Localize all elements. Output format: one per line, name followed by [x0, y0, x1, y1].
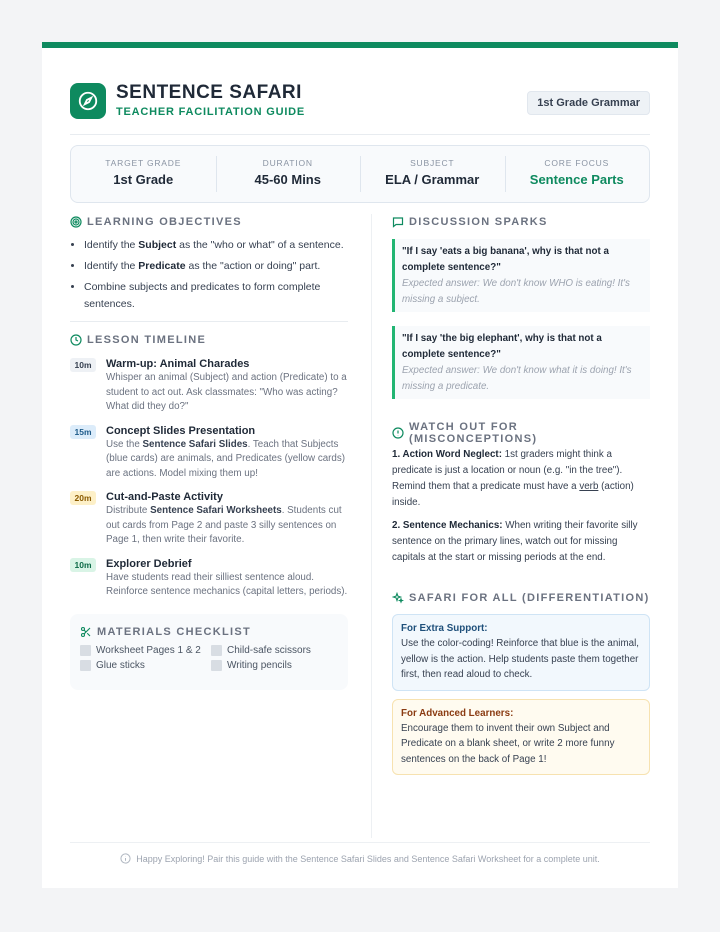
- timeline-heading: [70, 332, 348, 348]
- section-title: LESSON TIMELINE: [87, 334, 207, 346]
- right-column: [392, 214, 650, 775]
- time-badge: 10m: [70, 358, 96, 372]
- checklist-item[interactable]: Child-safe scissors: [211, 645, 342, 656]
- discussion-heading: [392, 214, 650, 230]
- timeline-item: [70, 357, 348, 415]
- checkbox[interactable]: [211, 660, 222, 671]
- timeline-desc: Use the Sentence Safari Slides. Teach that Subjects (blue cards) are animals, and Predicates (yellow cards) are actions. Model mixing them up!: [106, 438, 346, 479]
- list-item: • Identify the Subject as the "who or what" of a sentence.: [84, 237, 348, 254]
- sparkle-icon: [392, 592, 404, 604]
- misconception-item: 1. Action Word Neglect: 1st graders might think a predicate is just a location or noun (e.g. "in the tree"). Remind them that a predicate must have a verb (action) inside.: [392, 449, 634, 508]
- materials-heading: [80, 624, 338, 640]
- header-divider: [70, 134, 650, 135]
- stat-value: ELA / Grammar: [385, 172, 480, 187]
- advanced-body: Encourage them to invent their own Subject and Predicate on a blank sheet, or write 2 more funny sentences on the back of Page 1!: [401, 722, 615, 765]
- timeline-title: Explorer Debrief: [106, 557, 192, 570]
- chat-icon: [392, 216, 404, 228]
- footer-text: Happy Exploring! Pair this guide with the Sentence Safari Slides and Sentence Safari Worksheet for a complete unit.: [136, 853, 600, 864]
- spark-question: "If I say 'the big elephant', why is that not a complete sentence?": [402, 333, 602, 360]
- discussion-card: [392, 239, 650, 312]
- checkbox[interactable]: [80, 660, 91, 671]
- stats-bar: [70, 145, 650, 203]
- misconception-item: 2. Sentence Mechanics: When writing their favorite silly sentence on the primary lines, watch out for missing capitals at the start or missing periods at the end.: [392, 520, 638, 563]
- timeline-item: [70, 557, 348, 600]
- timeline-title: Cut-and-Paste Activity: [106, 491, 223, 503]
- materials-checklist: [70, 614, 348, 690]
- spark-question: "If I say 'eats a big banana', why is that not a complete sentence?": [402, 246, 609, 273]
- spark-answer: Expected answer: We don't know what it is doing! It's missing a predicate.: [402, 365, 632, 392]
- stat-value: Sentence Parts: [529, 172, 624, 187]
- page-subtitle: TEACHER FACILITATION GUIDE: [116, 106, 306, 118]
- stat-core-focus: [505, 146, 650, 202]
- extra-support-card: [392, 614, 650, 691]
- stat-label: TARGET GRADE: [105, 158, 182, 168]
- guide-page: [42, 42, 678, 888]
- checklist-item[interactable]: Glue sticks: [80, 660, 211, 671]
- spark-answer: Expected answer: We don't know WHO is eating! It's missing a subject.: [402, 278, 630, 305]
- stat-label: SUBJECT: [410, 158, 455, 168]
- materials-grid: [80, 645, 338, 671]
- stat-target-grade: [71, 146, 216, 202]
- time-badge: 20m: [70, 491, 96, 505]
- support-title: For Extra Support:: [401, 623, 488, 634]
- timeline-item: [70, 490, 348, 548]
- stat-subject: [360, 146, 505, 202]
- checklist-item[interactable]: Writing pencils: [211, 660, 342, 671]
- timeline-item: [70, 424, 348, 482]
- clock-icon: [70, 334, 82, 346]
- list-item: • Identify the Predicate as the "action or doing" part.: [84, 258, 348, 275]
- section-title: DISCUSSION SPARKS: [409, 216, 548, 228]
- advanced-title: For Advanced Learners:: [401, 707, 514, 719]
- time-badge: 15m: [70, 425, 96, 439]
- timeline-desc: Whisper an animal (Subject) and action (Predicate) to a student to act out. Ask classmates: "Who was acting? What did they do?": [106, 372, 347, 412]
- stat-value: 1st Grade: [113, 172, 174, 187]
- support-body: Use the color-coding! Reinforce that blue is the animal, yellow is the action. Help students paste them together first, then read aloud to check.: [401, 638, 639, 680]
- target-icon: [70, 216, 82, 228]
- section-divider: [70, 321, 348, 322]
- stat-duration: [216, 146, 361, 202]
- footer: [42, 853, 678, 864]
- checklist-item[interactable]: Worksheet Pages 1 & 2: [80, 645, 211, 656]
- stat-value: 45-60 Mins: [254, 172, 321, 187]
- stat-label: DURATION: [262, 158, 313, 168]
- grade-badge: 1st Grade Grammar: [527, 91, 650, 115]
- objectives-list: [70, 237, 348, 313]
- objectives-heading: [70, 214, 348, 230]
- header: [70, 78, 650, 134]
- compass-icon: [70, 83, 106, 119]
- timeline-title: Warm-up: Animal Charades: [106, 358, 250, 370]
- checkbox[interactable]: [80, 645, 91, 656]
- footer-divider: [70, 842, 650, 843]
- alert-icon: [392, 427, 404, 439]
- advanced-learners-card: [392, 699, 650, 776]
- time-badge: 10m: [70, 558, 96, 572]
- misconceptions-heading: [392, 421, 650, 445]
- differentiation-heading: [392, 590, 650, 606]
- stat-label: CORE FOCUS: [544, 158, 610, 168]
- timeline-desc: Have students read their silliest sentence aloud. Reinforce sentence mechanics (capital letters, periods).: [106, 571, 348, 597]
- left-column: [70, 214, 348, 690]
- checkbox[interactable]: [211, 645, 222, 656]
- section-title: LEARNING OBJECTIVES: [87, 216, 242, 228]
- info-icon: [120, 853, 131, 864]
- column-divider: [371, 214, 372, 838]
- discussion-card: [392, 326, 650, 399]
- section-title: SAFARI FOR ALL (DIFFERENTIATION): [409, 592, 650, 604]
- list-item: • Combine subjects and predicates to form complete sentences.: [84, 279, 348, 313]
- section-title: WATCH OUT FOR (MISCONCEPTIONS): [409, 421, 538, 445]
- timeline-title: Concept Slides Presentation: [106, 424, 256, 437]
- timeline-desc: Distribute Sentence Safari Worksheets. Students cut out cards from Page 2 and paste 3 silly sentences on Page 1, then write their favorite.: [106, 505, 342, 545]
- scissors-icon: [80, 626, 92, 638]
- page-title: SENTENCE SAFARI: [116, 82, 302, 103]
- section-title: MATERIALS CHECKLIST: [97, 625, 252, 638]
